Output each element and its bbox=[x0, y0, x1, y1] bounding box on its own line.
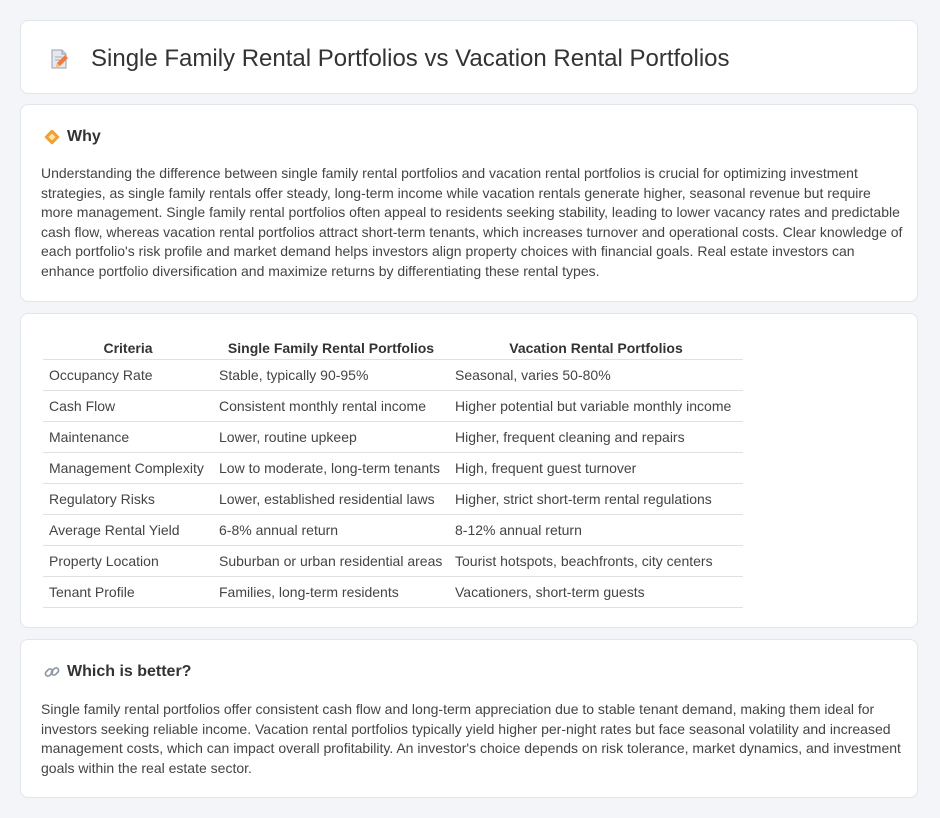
table-row bbox=[43, 515, 743, 546]
document-edit-icon bbox=[47, 47, 71, 71]
vacation-cell: High, frequent guest turnover bbox=[449, 453, 743, 484]
vacation-cell: 8-12% annual return bbox=[449, 515, 743, 546]
single-family-cell: Families, long-term residents bbox=[213, 577, 449, 608]
table-row bbox=[43, 546, 743, 577]
criteria-cell: Average Rental Yield bbox=[43, 515, 213, 546]
page-title: Single Family Rental Portfolios vs Vacation Rental Portfolios bbox=[91, 45, 730, 72]
vacation-cell: Vacationers, short-term guests bbox=[449, 577, 743, 608]
vacation-cell: Higher, frequent cleaning and repairs bbox=[449, 422, 743, 453]
why-body: Understanding the difference between single family rental portfolios and vacation rental portfolios is crucial for optimizing investment strategies, as single family rentals offer steady, long-term income while vacation rentals generate higher, seasonal revenue but require more management. Single family rental portfolios often appeal to residents seeking stability, leading to lower vacancy rates and predictable cash flow, whereas vacation rental portfolios attract short-term tenants, which increases turnover and operational costs. Clear knowledge of each portfolio's risk profile and market demand helps investors align property choices with financial goals. Real estate investors can enhance portfolio diversification and maximize returns by differentiating these rental types. bbox=[41, 165, 903, 279]
table-row bbox=[43, 453, 743, 484]
table-row bbox=[43, 360, 743, 391]
header-card bbox=[20, 20, 918, 94]
which-is-better-section bbox=[20, 639, 918, 798]
why-title: Why bbox=[67, 128, 101, 145]
criteria-cell: Tenant Profile bbox=[43, 577, 213, 608]
criteria-cell: Maintenance bbox=[43, 422, 213, 453]
comparison-table bbox=[43, 335, 743, 608]
vacation-cell: Higher potential but variable monthly income bbox=[449, 391, 743, 422]
table-row bbox=[43, 391, 743, 422]
link-icon bbox=[43, 663, 61, 681]
criteria-cell: Regulatory Risks bbox=[43, 484, 213, 515]
single-family-cell: Low to moderate, long-term tenants bbox=[213, 453, 449, 484]
header-vacation: Vacation Rental Portfolios bbox=[449, 335, 743, 360]
table-row bbox=[43, 422, 743, 453]
which-is-better-body: Single family rental portfolios offer consistent cash flow and long-term appreciation due to stable tenant demand, making them ideal for investors seeking reliable income. Vacation rental portfolios typically yield higher per-night rates but face seasonal volatility and increased management costs, which can impact overall profitability. An investor's choice depends on risk tolerance, market dynamics, and investment goals within the real estate sector. bbox=[41, 701, 901, 776]
diamond-sign-icon bbox=[43, 128, 61, 146]
vacation-cell: Higher, strict short-term rental regulations bbox=[449, 484, 743, 515]
which-is-better-title: Which is better? bbox=[67, 663, 192, 680]
criteria-cell: Management Complexity bbox=[43, 453, 213, 484]
single-family-cell: Suburban or urban residential areas bbox=[213, 546, 449, 577]
table-header-row bbox=[43, 335, 743, 360]
single-family-cell: Lower, routine upkeep bbox=[213, 422, 449, 453]
single-family-cell: 6-8% annual return bbox=[213, 515, 449, 546]
single-family-cell: Consistent monthly rental income bbox=[213, 391, 449, 422]
table-row bbox=[43, 484, 743, 515]
vacation-cell: Tourist hotspots, beachfronts, city centers bbox=[449, 546, 743, 577]
why-section bbox=[20, 104, 918, 302]
comparison-section bbox=[20, 313, 918, 628]
table-row bbox=[43, 577, 743, 608]
criteria-cell: Cash Flow bbox=[43, 391, 213, 422]
single-family-cell: Stable, typically 90-95% bbox=[213, 360, 449, 391]
header-single-family: Single Family Rental Portfolios bbox=[213, 335, 449, 360]
single-family-cell: Lower, established residential laws bbox=[213, 484, 449, 515]
criteria-cell: Occupancy Rate bbox=[43, 360, 213, 391]
header-criteria: Criteria bbox=[43, 335, 213, 360]
criteria-cell: Property Location bbox=[43, 546, 213, 577]
vacation-cell: Seasonal, varies 50-80% bbox=[449, 360, 743, 391]
